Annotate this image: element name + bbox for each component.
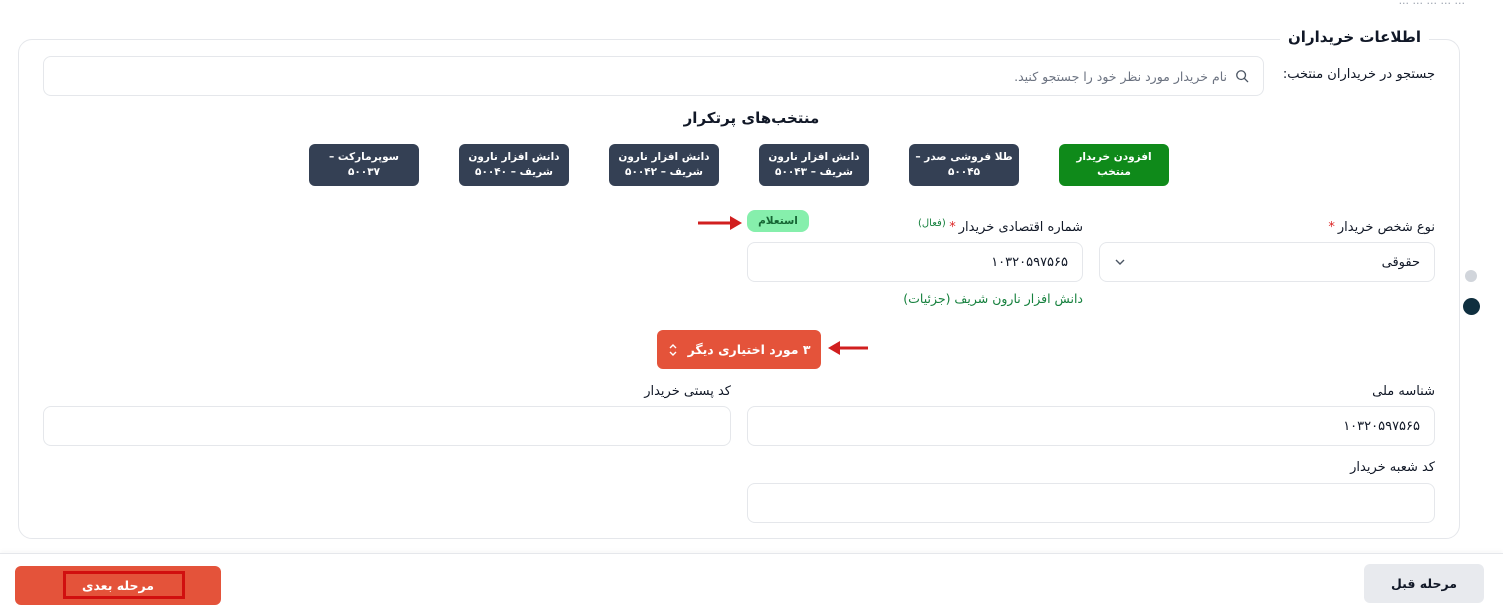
- economic-code-value: ۱۰۳۲۰۵۹۷۵۶۵: [991, 254, 1068, 270]
- branch-code-input[interactable]: [747, 483, 1435, 523]
- search-icon: [1235, 69, 1249, 83]
- search-placeholder: نام خریدار مورد نظر خود را جستجو کنید.: [1014, 68, 1227, 84]
- highlight-box: [63, 571, 185, 599]
- national-id-input[interactable]: [747, 406, 1435, 446]
- section-legend: اطلاعات خریداران: [1280, 28, 1429, 46]
- favorite-chip[interactable]: دانش افزار نارون شریف – ۵۰۰۴۰: [459, 144, 569, 186]
- buyer-type-select[interactable]: [1099, 242, 1435, 282]
- favorite-chip[interactable]: دانش افزار نارون شریف – ۵۰۰۴۲: [609, 144, 719, 186]
- status-active-tag: (فعال): [918, 218, 946, 229]
- arrow-right-icon: [696, 213, 744, 233]
- branch-code-label: کد شعبه خریدار: [1350, 460, 1435, 475]
- truncated-text: ... ... ... ... ...: [1398, 0, 1465, 7]
- postal-code-label: کد پستی خریدار: [644, 384, 731, 399]
- national-id-value: ۱۰۳۲۰۵۹۷۵۶۵: [1343, 418, 1420, 434]
- national-id-label: شناسه ملی: [1372, 384, 1435, 399]
- footer-bar: [0, 553, 1503, 612]
- buyer-type-label: نوع شخص خریدار*: [1328, 220, 1435, 235]
- company-details-link[interactable]: دانش افزار نارون شریف (جزئیات): [903, 291, 1083, 306]
- next-step-label: مرحله بعدی: [82, 578, 154, 593]
- previous-step-label: مرحله قبل: [1391, 576, 1458, 591]
- more-optional-label: ۳ مورد اختیاری دیگر: [687, 342, 811, 357]
- search-label: جستجو در خریداران منتخب:: [1282, 67, 1435, 82]
- step-dot-inactive[interactable]: [1465, 270, 1477, 282]
- previous-step-button[interactable]: [1364, 564, 1484, 603]
- favorite-chip[interactable]: طلا فروشی صدر – ۵۰۰۴۵: [909, 144, 1019, 186]
- inquiry-button[interactable]: استعلام: [747, 210, 809, 232]
- top-edge: [0, 0, 1503, 8]
- favorites-title: منتخب‌های پرتکرار: [683, 109, 820, 127]
- economic-code-input[interactable]: [747, 242, 1083, 282]
- expand-icon: [668, 342, 678, 358]
- favorite-chip[interactable]: سوپرمارکت – ۵۰۰۳۷: [309, 144, 419, 186]
- favorite-chip[interactable]: دانش افزار نارون شریف – ۵۰۰۴۳: [759, 144, 869, 186]
- add-favorite-buyer-button[interactable]: افزودن خریدار منتخب: [1059, 144, 1169, 186]
- economic-code-label: شماره اقتصادی خریدار*: [949, 220, 1083, 235]
- next-step-button[interactable]: [15, 566, 221, 605]
- postal-code-input[interactable]: [43, 406, 731, 446]
- arrow-left-icon: [826, 338, 870, 358]
- chevron-down-icon: [1114, 256, 1126, 268]
- search-input[interactable]: [43, 56, 1264, 96]
- more-optional-button[interactable]: [657, 330, 821, 369]
- buyer-type-value: حقوقی: [1381, 254, 1420, 270]
- step-dot-active[interactable]: [1463, 298, 1480, 315]
